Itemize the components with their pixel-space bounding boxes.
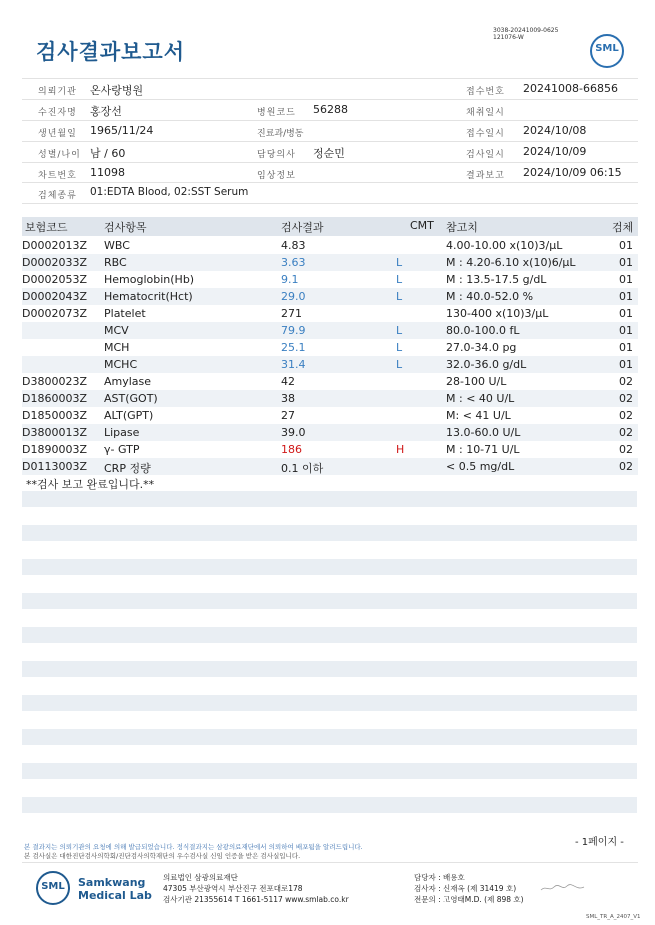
empty-row xyxy=(22,593,637,609)
row-item: Hematocrit(Hct) xyxy=(104,290,193,303)
patient-label: 수진자명 xyxy=(38,108,77,118)
sex-age-label: 성별/나이 xyxy=(38,150,81,160)
notice-line2: 본 검사실은 대한진단검사의학회/진단검사의학재단의 우수검사실 신임 인증을 받은 검사실입니다. xyxy=(24,852,301,860)
row-ref: 13.0-60.0 U/L xyxy=(446,426,521,439)
doctor-value: 정순민 xyxy=(313,147,345,160)
row-flag: L xyxy=(396,358,403,371)
document-number-line1: 3038-20241009-0625 xyxy=(493,27,559,34)
specimen-value: 01:EDTA Blood, 02:SST Serum xyxy=(90,186,249,198)
recv-date-label: 접수일시 xyxy=(466,129,505,139)
row-code: D0113003Z xyxy=(22,460,87,473)
row-flag: L xyxy=(396,341,403,354)
collect-label: 채취일시 xyxy=(466,108,505,118)
col-item: 검사항목 xyxy=(104,221,147,234)
table-row xyxy=(22,237,638,254)
table-row xyxy=(22,390,638,407)
row-spec: 01 xyxy=(619,239,633,252)
row-spec: 01 xyxy=(619,307,633,320)
row-result: 42 xyxy=(281,375,295,388)
row-code: D1860003Z xyxy=(22,392,87,405)
row-item: CRP 정량 xyxy=(104,462,151,475)
staff-specialist: 전문의 : 고영태M.D. (제 898 호) xyxy=(414,895,524,904)
results-table-header xyxy=(22,217,638,236)
row-code: D3800023Z xyxy=(22,375,87,388)
row-spec: 01 xyxy=(619,290,633,303)
row-result: 39.0 xyxy=(281,426,306,439)
signature-icon xyxy=(540,883,586,893)
row-code: D0002073Z xyxy=(22,307,87,320)
divider xyxy=(22,203,638,204)
row-item: ALT(GPT) xyxy=(104,409,154,422)
form-number: SML_TR_A_2407_V1 xyxy=(586,914,641,920)
org-info xyxy=(163,872,349,905)
row-code: D1850003Z xyxy=(22,409,87,422)
clinical-label: 임상정보 xyxy=(257,171,296,181)
row-ref: 4.00-10.00 x(10)3/μL xyxy=(446,239,563,252)
empty-row xyxy=(22,491,637,507)
col-ref: 참고치 xyxy=(446,221,478,234)
col-cmt: CMT xyxy=(410,219,434,232)
row-result: 9.1 xyxy=(281,273,299,286)
divider xyxy=(22,120,638,121)
row-item: Lipase xyxy=(104,426,140,439)
row-spec: 02 xyxy=(619,443,633,456)
empty-row xyxy=(22,627,637,643)
table-row xyxy=(22,407,638,424)
row-ref: 130-400 x(10)3/μL xyxy=(446,307,549,320)
logo-name-line2: Medical Lab xyxy=(78,889,152,902)
col-result: 검사결과 xyxy=(281,221,324,234)
col-code: 보험코드 xyxy=(25,221,68,234)
end-note: **검사 보고 완료입니다.** xyxy=(26,478,155,491)
empty-row xyxy=(22,525,637,541)
row-result: 29.0 xyxy=(281,290,306,303)
row-spec: 01 xyxy=(619,256,633,269)
row-item: RBC xyxy=(104,256,127,269)
row-result: 27 xyxy=(281,409,295,422)
chart-label: 차트번호 xyxy=(38,171,77,181)
divider xyxy=(22,99,638,100)
patient-value: 홍장선 xyxy=(90,105,122,118)
document-number xyxy=(493,27,558,41)
row-item: Amylase xyxy=(104,375,152,388)
page-title: 검사결과보고서 xyxy=(36,40,186,64)
table-row xyxy=(22,305,638,322)
chart-value: 11098 xyxy=(90,166,125,179)
row-flag: L xyxy=(396,273,403,286)
row-item: γ- GTP xyxy=(104,443,140,456)
test-date-value: 2024/10/09 xyxy=(523,145,587,158)
row-spec: 02 xyxy=(619,460,633,473)
divider xyxy=(22,162,638,163)
row-result: 31.4 xyxy=(281,358,306,371)
row-ref: M : < 40 U/L xyxy=(446,392,515,405)
row-spec: 02 xyxy=(619,426,633,439)
notice-line1: 본 결과지는 의뢰기관의 요청에 의해 발급되었습니다. 정식결과지는 삼광의료재단에서 의뢰하여 배포됨을 알려드립니다. xyxy=(24,843,363,851)
row-result: 0.1 이하 xyxy=(281,462,324,475)
samkwang-logo-name xyxy=(78,876,152,902)
row-ref: 32.0-36.0 g/dL xyxy=(446,358,527,371)
row-result: 3.63 xyxy=(281,256,306,269)
sex-age-value: 남 / 60 xyxy=(90,147,126,160)
row-item: MCV xyxy=(104,324,129,337)
dept-label: 진료과/병동 xyxy=(257,129,304,139)
row-flag: H xyxy=(396,443,405,456)
row-result: 4.83 xyxy=(281,239,306,252)
hosp-code-label: 병원코드 xyxy=(257,108,296,118)
table-row xyxy=(22,373,638,390)
divider xyxy=(22,78,638,79)
row-ref: M : 40.0-52.0 % xyxy=(446,290,534,303)
samkwang-logo-sml: SML xyxy=(41,881,65,892)
staff-manager: 담당자 : 배용호 xyxy=(414,873,465,882)
row-spec: 01 xyxy=(619,358,633,371)
row-ref: M : 4.20-6.10 x(10)6/μL xyxy=(446,256,576,269)
recv-date-value: 2024/10/08 xyxy=(523,124,587,137)
table-row xyxy=(22,339,638,356)
empty-row xyxy=(22,559,637,575)
row-ref: 27.0-34.0 pg xyxy=(446,341,517,354)
row-flag: L xyxy=(396,324,403,337)
row-code: D0002053Z xyxy=(22,273,87,286)
row-item: MCHC xyxy=(104,358,138,371)
table-row xyxy=(22,356,638,373)
dob-label: 생년월일 xyxy=(38,129,77,139)
row-ref: M : 13.5-17.5 g/dL xyxy=(446,273,547,286)
sml-logo-text: SML xyxy=(595,43,619,54)
table-row xyxy=(22,322,638,339)
row-spec: 01 xyxy=(619,273,633,286)
doctor-label: 담당의사 xyxy=(257,150,296,160)
staff-tester: 검사자 : 신재옥 (제 31419 호) xyxy=(414,884,517,893)
table-row xyxy=(22,271,638,288)
empty-row xyxy=(22,797,637,813)
empty-row xyxy=(22,695,637,711)
row-code: D0002043Z xyxy=(22,290,87,303)
specimen-label: 검체종류 xyxy=(38,191,77,201)
row-item: Hemoglobin(Hb) xyxy=(104,273,195,286)
row-result: 38 xyxy=(281,392,295,405)
document-number-line2: 121076-W xyxy=(493,34,524,41)
row-result: 79.9 xyxy=(281,324,306,337)
table-row xyxy=(22,458,638,475)
row-spec: 01 xyxy=(619,341,633,354)
test-date-label: 검사일시 xyxy=(466,150,505,160)
empty-row xyxy=(22,729,637,745)
recv-no-value: 20241008-66856 xyxy=(523,82,618,95)
row-ref: M: < 41 U/L xyxy=(446,409,511,422)
org-address: 47305 부산광역시 부산진구 전포대로178 xyxy=(163,884,303,893)
req-inst-label: 의뢰기관 xyxy=(38,87,77,97)
row-spec: 02 xyxy=(619,375,633,388)
page-number: - 1페이지 - xyxy=(575,837,624,848)
row-item: WBC xyxy=(104,239,130,252)
row-item: Platelet xyxy=(104,307,146,320)
divider xyxy=(22,182,638,183)
row-result: 25.1 xyxy=(281,341,306,354)
row-result: 186 xyxy=(281,443,302,456)
row-ref: 28-100 U/L xyxy=(446,375,507,388)
row-ref: M : 10-71 U/L xyxy=(446,443,520,456)
org-contact: 검사기관 21355614 T 1661-5117 www.smlab.co.kr xyxy=(163,895,349,904)
logo-name-line1: Samkwang xyxy=(78,876,146,889)
table-row xyxy=(22,254,638,271)
table-row xyxy=(22,441,638,458)
row-item: MCH xyxy=(104,341,130,354)
col-spec: 검체 xyxy=(612,221,634,234)
divider xyxy=(22,862,638,863)
dob-value: 1965/11/24 xyxy=(90,124,154,137)
staff-info xyxy=(414,872,524,905)
row-spec: 01 xyxy=(619,324,633,337)
recv-no-label: 접수번호 xyxy=(466,87,505,97)
table-row xyxy=(22,424,638,441)
row-flag: L xyxy=(396,256,403,269)
row-spec: 02 xyxy=(619,392,633,405)
req-inst-value: 온사랑병원 xyxy=(90,84,144,97)
hosp-code-value: 56288 xyxy=(313,103,348,116)
table-row xyxy=(22,288,638,305)
row-flag: L xyxy=(396,290,403,303)
row-ref: 80.0-100.0 fL xyxy=(446,324,520,337)
row-result: 271 xyxy=(281,307,302,320)
row-code: D0002013Z xyxy=(22,239,87,252)
empty-row xyxy=(22,763,637,779)
row-item: AST(GOT) xyxy=(104,392,158,405)
row-code: D1890003Z xyxy=(22,443,87,456)
row-spec: 02 xyxy=(619,409,633,422)
row-code: D3800013Z xyxy=(22,426,87,439)
report-label: 결과보고 xyxy=(466,171,505,181)
report-value: 2024/10/09 06:15 xyxy=(523,166,622,179)
org-name: 의료법인 삼광의료재단 xyxy=(163,873,238,882)
row-ref: < 0.5 mg/dL xyxy=(446,460,515,473)
divider xyxy=(22,141,638,142)
row-code: D0002033Z xyxy=(22,256,87,269)
empty-row xyxy=(22,661,637,677)
